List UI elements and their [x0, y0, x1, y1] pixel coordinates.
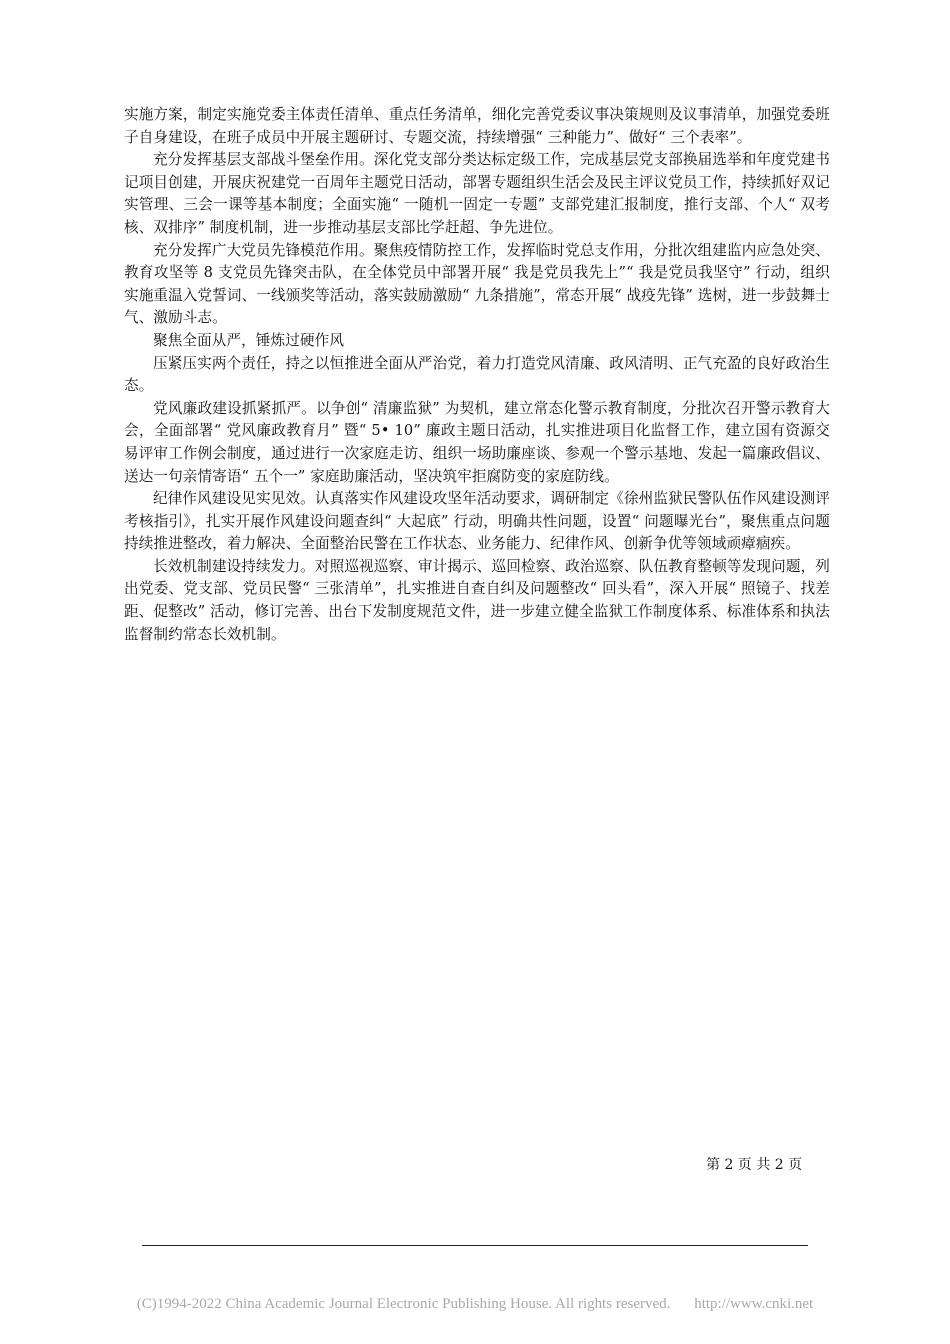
paragraph-1: 实施方案，制定实施党委主体责任清单、重点任务清单，细化完善党委议事决策规则及议事清单，加强党委班子自身建设，在班子成员中开展主题研讨、专题交流，持续增强“ 三种能力”、做好“ 三个表率”。: [124, 106, 830, 146]
paragraph-7: 纪律作风建设见实见效。认真落实作风建设攻坚年活动要求，调研制定《徐州监狱民警队伍作风建设测评考核指引》，扎实开展作风建设问题查纠“ 大起底” 行动，明确共性问题，设置“ 问题曝光台”，聚焦重点问题持续推进整改，着力解决、全面整治民警在工作状态、业务能力、纪律作风、创新争优等领域顽瘴痼疾。: [124, 490, 830, 553]
copyright-watermark: [0, 1296, 950, 1313]
website-url: http://www.cnki.net: [694, 1296, 814, 1312]
paragraph-2: 充分发挥基层支部战斗堡垒作用。深化党支部分类达标定级工作，完成基层党支部换届选举和年度党建书记项目创建，开展庆祝建党一百周年主题党日活动，部署专题组织生活会及民主评议党员工作，持续抓好双记实管理、三会一课等基本制度；全面实施“ 一随机一固定一专题” 支部党建汇报制度，推行支部、个人“ 双考核、双排序” 制度机制，进一步推动基层支部比学赶超、争先进位。: [124, 151, 830, 236]
paragraph-3: 充分发挥广大党员先锋模范作用。聚焦疫情防控工作，发挥临时党总支作用，分批次组建监内应急处突、教育攻坚等 8 支党员先锋突击队，在全体党员中部署开展“ 我是党员我先上”“ 我是党员我坚守” 行动，组织实施重温入党誓词、一线颁奖等活动，落实鼓励激励“ 九条措施”，常态开展“ 战疫先锋” 选树，进一步鼓舞士气、激励斗志。: [124, 241, 830, 327]
paragraph-8: 长效机制建设持续发力。对照巡视巡察、审计揭示、巡回检察、政治巡察、队伍教育整顿等发现问题，列出党委、党支部、党员民警“ 三张清单”，扎实推进自查自纠及问题整改“ 回头看”，深入开展“ 照镜子、找差距、促整改” 活动，修订完善、出台下发制度规范文件，进一步建立健全监狱工作制度体系、标准体系和执法监督制约常态长效机制。: [124, 557, 830, 643]
page-number: 第 2 页 共 2 页: [706, 1157, 803, 1173]
section-heading: 聚焦全面从严，锤炼过硬作风: [153, 331, 345, 349]
document-body: [124, 104, 830, 646]
copyright-text: (C)1994-2022 China Academic Journal Electronic Publishing House. All rights reserved.: [136, 1296, 671, 1312]
footer-divider: [142, 1245, 808, 1246]
paragraph-5: 压紧压实两个责任，持之以恒推进全面从严治党，着力打造党风清廉、政风清明、正气充盈的良好政治生态。: [124, 354, 830, 395]
paragraph-6: 党风廉政建设抓紧抓严。以争创“ 清廉监狱” 为契机，建立常态化警示教育制度，分批次召开警示教育大会，全面部署“ 党风廉政教育月” 暨“ 5• 10” 廉政主题日活动，扎实推进项目化监督工作，建立国有资源交易评审工作例会制度，通过进行一次家庭走访、组织一场助廉座谈、参观一个警示基地、发起一篇廉政倡议、送达一句亲情寄语“ 五个一” 家庭助廉活动，坚决筑牢拒腐防变的家庭防线。: [124, 399, 830, 485]
